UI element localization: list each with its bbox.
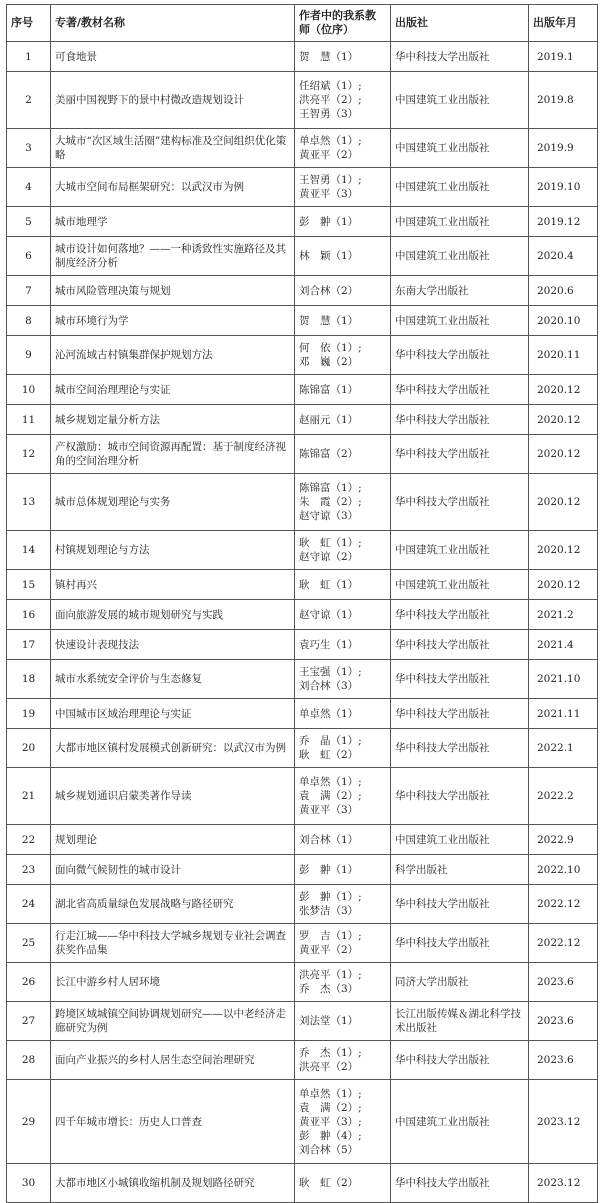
row-number: 13	[7, 474, 51, 531]
table-row	[7, 405, 598, 435]
publisher: 长江出版传媒＆湖北科学技术出版社	[391, 1002, 529, 1041]
author-entry: 洪亮平（1）;	[299, 969, 362, 981]
book-title: 大城市“次区域生活圈”建构标准及空间组织优化策略	[51, 129, 295, 168]
row-number: 11	[7, 405, 51, 435]
publish-date: 2020.12	[529, 405, 598, 435]
publisher: 华中科技大学出版社	[391, 600, 529, 630]
author-entry: 赵守谅（2）	[299, 551, 359, 563]
author-entry: 陈锦富（1）	[299, 383, 359, 396]
publisher: 华中科技大学出版社	[391, 435, 529, 474]
table-row	[7, 1164, 598, 1203]
book-title: 大城市空间布局框架研究：以武汉市为例	[51, 168, 295, 207]
publisher: 中国建筑工业出版社	[391, 168, 529, 207]
authors-cell	[295, 699, 391, 729]
publisher: 中国建筑工业出版社	[391, 1080, 529, 1164]
row-number: 29	[7, 1080, 51, 1164]
authors-cell	[295, 72, 391, 129]
publisher: 华中科技大学出版社	[391, 699, 529, 729]
book-title: 四千年城市增长：历史人口普查	[51, 1080, 295, 1164]
publish-date: 2019.12	[529, 207, 598, 237]
publish-date: 2023.6	[529, 1041, 598, 1080]
book-title: 可食地景	[51, 42, 295, 72]
table-row	[7, 1041, 598, 1080]
table-row	[7, 435, 598, 474]
publish-date: 2020.12	[529, 570, 598, 600]
publisher: 中国建筑工业出版社	[391, 531, 529, 570]
publish-date: 2020.10	[529, 306, 598, 336]
author-entry: 刘合林（1）	[299, 833, 359, 846]
author-entry: 刘合林（3）	[299, 680, 359, 692]
author-entry: 贺 慧（1）	[299, 314, 359, 327]
book-title: 镇村再兴	[51, 570, 295, 600]
publish-date: 2020.12	[529, 435, 598, 474]
publisher: 华中科技大学出版社	[391, 42, 529, 72]
author-entry: 黄亚平（3）;	[299, 1115, 362, 1128]
authors-cell	[295, 924, 391, 963]
publish-date: 2022.12	[529, 885, 598, 924]
author-entry: 乔 杰（3）	[299, 983, 359, 995]
author-entry: 贺 慧（1）	[299, 50, 359, 63]
author-entry: 赵丽元（1）	[299, 413, 359, 426]
author-entry: 陈锦富（1）;	[299, 482, 362, 494]
authors-cell	[295, 855, 391, 885]
table-row	[7, 729, 598, 768]
book-title: 城市水系统安全评价与生态修复	[51, 660, 295, 699]
publisher: 中国建筑工业出版社	[391, 825, 529, 855]
row-number: 30	[7, 1164, 51, 1203]
author-entry: 耿 虹（1）	[299, 578, 359, 591]
authors-cell	[295, 600, 391, 630]
publish-date: 2020.12	[529, 474, 598, 531]
publisher: 科学出版社	[391, 855, 529, 885]
author-entry: 王智勇（1）;	[299, 174, 362, 186]
author-entry: 黄亚平（2）	[299, 944, 359, 956]
table-row	[7, 924, 598, 963]
book-title: 城市设计如何落地？——一种诱致性实施路径及其制度经济分析	[51, 237, 295, 276]
authors-cell	[295, 1041, 391, 1080]
publish-date: 2022.10	[529, 855, 598, 885]
author-entry: 张梦洁（3）	[299, 905, 359, 917]
authors-cell	[295, 405, 391, 435]
header-row	[7, 5, 598, 42]
authors-cell	[295, 570, 391, 600]
row-number: 17	[7, 630, 51, 660]
authors-cell	[295, 276, 391, 306]
publish-date: 2019.10	[529, 168, 598, 207]
publisher: 华中科技大学出版社	[391, 375, 529, 405]
row-number: 27	[7, 1002, 51, 1041]
author-entry: 耿 虹（1）;	[299, 537, 362, 549]
table-row	[7, 825, 598, 855]
authors-cell	[295, 168, 391, 207]
header-date: 出版年月	[529, 5, 598, 42]
authors-cell	[295, 885, 391, 924]
table-row	[7, 306, 598, 336]
publisher: 中国建筑工业出版社	[391, 129, 529, 168]
author-entry: 林 颖（1）	[299, 250, 359, 262]
author-entry: 王智勇（3）	[299, 108, 359, 120]
book-title: 大都市地区小城镇收缩机制及规划路径研究	[51, 1164, 295, 1203]
publish-date: 2022.9	[529, 825, 598, 855]
book-title: 中国城市区域治理理论与实证	[51, 699, 295, 729]
author-entry: 刘法堂（1）	[299, 1015, 359, 1027]
author-entry: 任绍斌（1）;	[299, 80, 362, 92]
book-title: 大都市地区镇村发展模式创新研究：以武汉市为例	[51, 729, 295, 768]
publish-date: 2021.2	[529, 600, 598, 630]
publisher: 中国建筑工业出版社	[391, 237, 529, 276]
header-authors: 作者中的我系教师（位序）	[295, 5, 391, 42]
row-number: 16	[7, 600, 51, 630]
row-number: 18	[7, 660, 51, 699]
authors-cell	[295, 768, 391, 825]
author-entry: 陈锦富（2）	[299, 448, 359, 460]
author-entry: 彭 翀（1）	[299, 215, 359, 228]
author-entry: 刘合林（2）	[299, 284, 359, 297]
table-row	[7, 375, 598, 405]
author-entry: 刘合林（5）	[299, 1143, 359, 1156]
author-entry: 彭 翀（4）;	[299, 1129, 362, 1142]
book-title: 城市环境行为学	[51, 306, 295, 336]
publisher: 东南大学出版社	[391, 276, 529, 306]
authors-cell	[295, 129, 391, 168]
publish-date: 2023.6	[529, 963, 598, 1002]
book-title: 长江中游乡村人居环境	[51, 963, 295, 1002]
row-number: 6	[7, 237, 51, 276]
authors-cell	[295, 963, 391, 1002]
publisher: 华中科技大学出版社	[391, 660, 529, 699]
book-title: 城市地理学	[51, 207, 295, 237]
author-entry: 赵守谅（1）	[299, 608, 359, 621]
authors-cell	[295, 306, 391, 336]
author-entry: 彭 翀（1）;	[299, 891, 362, 903]
publisher: 华中科技大学出版社	[391, 1164, 529, 1203]
publish-date: 2019.1	[529, 42, 598, 72]
table-row	[7, 531, 598, 570]
authors-cell	[295, 1164, 391, 1203]
publisher: 中国建筑工业出版社	[391, 570, 529, 600]
table-row	[7, 768, 598, 825]
publisher: 中国建筑工业出版社	[391, 207, 529, 237]
publisher: 华中科技大学出版社	[391, 336, 529, 375]
authors-cell	[295, 1080, 391, 1164]
publish-date: 2023.12	[529, 1164, 598, 1203]
publish-date: 2019.8	[529, 72, 598, 129]
authors-cell	[295, 237, 391, 276]
publisher: 华中科技大学出版社	[391, 768, 529, 825]
row-number: 14	[7, 531, 51, 570]
author-entry: 黄亚平（2）	[299, 149, 359, 161]
row-number: 26	[7, 963, 51, 1002]
table-row	[7, 600, 598, 630]
authors-cell	[295, 42, 391, 72]
table-row	[7, 885, 598, 924]
author-entry: 袁 满（2）;	[299, 1101, 362, 1114]
authors-cell	[295, 207, 391, 237]
authors-cell	[295, 630, 391, 660]
row-number: 21	[7, 768, 51, 825]
publish-date: 2021.10	[529, 660, 598, 699]
row-number: 9	[7, 336, 51, 375]
publish-date: 2023.12	[529, 1080, 598, 1164]
publish-date: 2021.11	[529, 699, 598, 729]
publish-date: 2020.12	[529, 375, 598, 405]
row-number: 12	[7, 435, 51, 474]
row-number: 2	[7, 72, 51, 129]
header-num: 序号	[7, 5, 51, 42]
table-row	[7, 1002, 598, 1041]
publisher: 华中科技大学出版社	[391, 630, 529, 660]
author-entry: 朱 霞（2）;	[299, 496, 362, 508]
table-row	[7, 42, 598, 72]
publisher: 华中科技大学出版社	[391, 729, 529, 768]
publisher: 华中科技大学出版社	[391, 1041, 529, 1080]
publish-date: 2020.11	[529, 336, 598, 375]
row-number: 3	[7, 129, 51, 168]
publish-date: 2022.12	[529, 924, 598, 963]
book-title: 跨境区域城镇空间协调规划研究——以中老经济走廊研究为例	[51, 1002, 295, 1041]
authors-cell	[295, 825, 391, 855]
publish-date: 2020.12	[529, 531, 598, 570]
author-entry: 单卓然（1）	[299, 707, 359, 720]
row-number: 10	[7, 375, 51, 405]
author-entry: 赵守谅（3）	[299, 510, 359, 522]
table-row	[7, 168, 598, 207]
book-title: 面向产业振兴的乡村人居生态空间治理研究	[51, 1041, 295, 1080]
row-number: 22	[7, 825, 51, 855]
book-title: 城乡规划定量分析方法	[51, 405, 295, 435]
authors-cell	[295, 336, 391, 375]
author-entry: 洪亮平（2）	[299, 1061, 359, 1073]
authors-cell	[295, 435, 391, 474]
author-entry: 单卓然（1）;	[299, 776, 362, 788]
table-row	[7, 1080, 598, 1164]
book-title: 村镇规划理论与方法	[51, 531, 295, 570]
header-title: 专著/教材名称	[51, 5, 295, 42]
book-title: 行走江城——华中科技大学城乡规划专业社会调查获奖作品集	[51, 924, 295, 963]
book-title: 城市风险管理决策与规划	[51, 276, 295, 306]
publisher: 中国建筑工业出版社	[391, 306, 529, 336]
row-number: 4	[7, 168, 51, 207]
row-number: 28	[7, 1041, 51, 1080]
publisher: 华中科技大学出版社	[391, 924, 529, 963]
publisher: 华中科技大学出版社	[391, 885, 529, 924]
author-entry: 王宝强（1）;	[299, 666, 362, 678]
table-body	[7, 42, 598, 1203]
author-entry: 黄亚平（3）	[299, 804, 359, 816]
author-entry: 乔 杰（1）;	[299, 1047, 362, 1059]
book-title: 湖北省高质量绿色发展战略与路径研究	[51, 885, 295, 924]
publish-date: 2020.4	[529, 237, 598, 276]
publications-table	[6, 4, 598, 1203]
authors-cell	[295, 531, 391, 570]
table-row	[7, 963, 598, 1002]
author-entry: 耿 虹（2）	[299, 749, 359, 761]
row-number: 20	[7, 729, 51, 768]
publish-date: 2021.4	[529, 630, 598, 660]
table-row	[7, 237, 598, 276]
table-row	[7, 474, 598, 531]
table-row	[7, 336, 598, 375]
book-title: 产权激励：城市空间资源再配置：基于制度经济视角的空间治理分析	[51, 435, 295, 474]
author-entry: 黄亚平（3）	[299, 188, 359, 200]
table-row	[7, 570, 598, 600]
publish-date: 2020.6	[529, 276, 598, 306]
author-entry: 罗 吉（1）;	[299, 930, 362, 942]
authors-cell	[295, 1002, 391, 1041]
row-number: 7	[7, 276, 51, 306]
publisher: 中国建筑工业出版社	[391, 72, 529, 129]
publisher: 同济大学出版社	[391, 963, 529, 1002]
author-entry: 耿 虹（2）	[299, 1177, 359, 1189]
table-row	[7, 129, 598, 168]
row-number: 24	[7, 885, 51, 924]
publish-date: 2019.9	[529, 129, 598, 168]
author-entry: 洪亮平（2）;	[299, 94, 362, 106]
book-title: 城市空间治理理论与实证	[51, 375, 295, 405]
author-entry: 袁巧生（1）	[299, 638, 359, 651]
table-row	[7, 660, 598, 699]
publisher: 华中科技大学出版社	[391, 474, 529, 531]
authors-cell	[295, 660, 391, 699]
authors-cell	[295, 729, 391, 768]
publications-table-wrapper	[6, 4, 597, 1203]
book-title: 规划理论	[51, 825, 295, 855]
row-number: 23	[7, 855, 51, 885]
book-title: 面向旅游发展的城市规划研究与实践	[51, 600, 295, 630]
table-row	[7, 699, 598, 729]
row-number: 15	[7, 570, 51, 600]
authors-cell	[295, 474, 391, 531]
authors-cell	[295, 375, 391, 405]
table-row	[7, 207, 598, 237]
publish-date: 2022.1	[529, 729, 598, 768]
author-entry: 乔 晶（1）;	[299, 735, 362, 747]
publish-date: 2023.6	[529, 1002, 598, 1041]
header-publisher: 出版社	[391, 5, 529, 42]
row-number: 19	[7, 699, 51, 729]
table-row	[7, 72, 598, 129]
book-title: 沁河流域古村镇集群保护规划方法	[51, 336, 295, 375]
row-number: 1	[7, 42, 51, 72]
publisher: 华中科技大学出版社	[391, 405, 529, 435]
author-entry: 邓 巍（2）	[299, 356, 359, 368]
book-title: 美丽中国视野下的景中村微改造规划设计	[51, 72, 295, 129]
row-number: 25	[7, 924, 51, 963]
book-title: 城市总体规划理论与实务	[51, 474, 295, 531]
row-number: 8	[7, 306, 51, 336]
author-entry: 何 依（1）;	[299, 342, 362, 354]
author-entry: 彭 翀（1）	[299, 863, 359, 876]
author-entry: 单卓然（1）;	[299, 1087, 362, 1100]
book-title: 面向微气候韧性的城市设计	[51, 855, 295, 885]
publish-date: 2022.2	[529, 768, 598, 825]
table-row	[7, 630, 598, 660]
table-row	[7, 276, 598, 306]
book-title: 城乡规划通识启蒙类著作导读	[51, 768, 295, 825]
row-number: 5	[7, 207, 51, 237]
table-row	[7, 855, 598, 885]
book-title: 快速设计表现技法	[51, 630, 295, 660]
author-entry: 单卓然（1）;	[299, 135, 362, 147]
author-entry: 袁 满（2）;	[299, 790, 362, 802]
